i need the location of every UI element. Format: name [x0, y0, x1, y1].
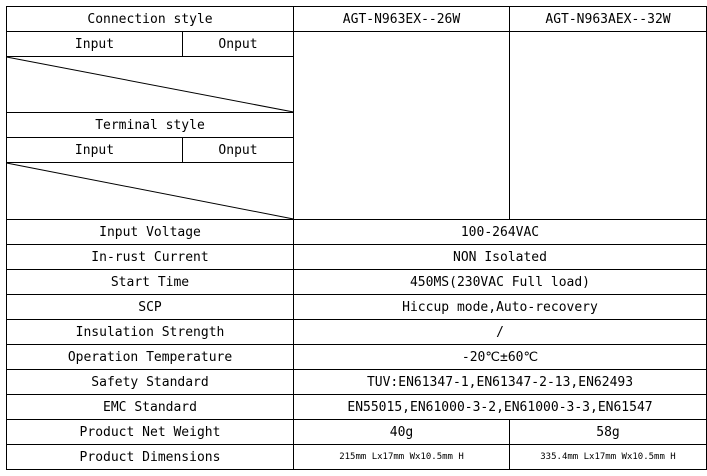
- model-1-heading: AGT-N963EX--26W: [342, 11, 461, 27]
- operation-temperature-label: Operation Temperature: [67, 349, 233, 365]
- connection-output-label: Onput: [218, 36, 258, 52]
- operation-temperature-value: -20℃±60℃: [461, 349, 539, 365]
- terminal-output-label: Onput: [218, 142, 258, 158]
- emc-standard-label: EMC Standard: [103, 399, 197, 415]
- net-weight-value-1: 40g: [389, 424, 414, 440]
- dimensions-value-2: 335.4mm Lx17mm Wx10.5mm H: [540, 452, 676, 462]
- scp-label: SCP: [138, 299, 162, 315]
- emc-standard-value: EN55015,EN61000-3-2,EN61000-3-3,EN61547: [347, 399, 653, 415]
- scp-value: Hiccup mode,Auto-recovery: [402, 299, 598, 315]
- safety-standard-value: TUV:EN61347-1,EN61347-2-13,EN62493: [366, 374, 634, 390]
- inrush-current-label: In-rust Current: [91, 249, 209, 265]
- terminal-style-heading: Terminal style: [95, 117, 205, 133]
- terminal-input-label: Input: [74, 142, 115, 158]
- net-weight-value-2: 58g: [596, 424, 620, 440]
- safety-standard-label: Safety Standard: [91, 374, 209, 390]
- inrush-current-value: NON Isolated: [453, 249, 547, 265]
- dimensions-value-1: 215mm Lx17mm Wx10.5mm H: [339, 452, 464, 462]
- input-voltage-label: Input Voltage: [99, 224, 201, 240]
- connection-style-heading: Connection style: [87, 11, 213, 27]
- insulation-strength-value: /: [496, 324, 504, 340]
- model-2-heading: AGT-N963AEX--32W: [545, 11, 671, 27]
- connection-input-label: Input: [74, 36, 115, 52]
- diagonal-slash: [7, 57, 294, 112]
- insulation-strength-label: Insulation Strength: [75, 324, 225, 340]
- dimensions-label: Product Dimensions: [79, 449, 221, 465]
- diagonal-slash: [7, 163, 294, 219]
- net-weight-label: Product Net Weight: [79, 424, 221, 440]
- start-time-value: 450MS(230VAC Full load): [409, 274, 590, 290]
- input-voltage-value: 100-264VAC: [460, 224, 540, 240]
- start-time-label: Start Time: [110, 274, 190, 290]
